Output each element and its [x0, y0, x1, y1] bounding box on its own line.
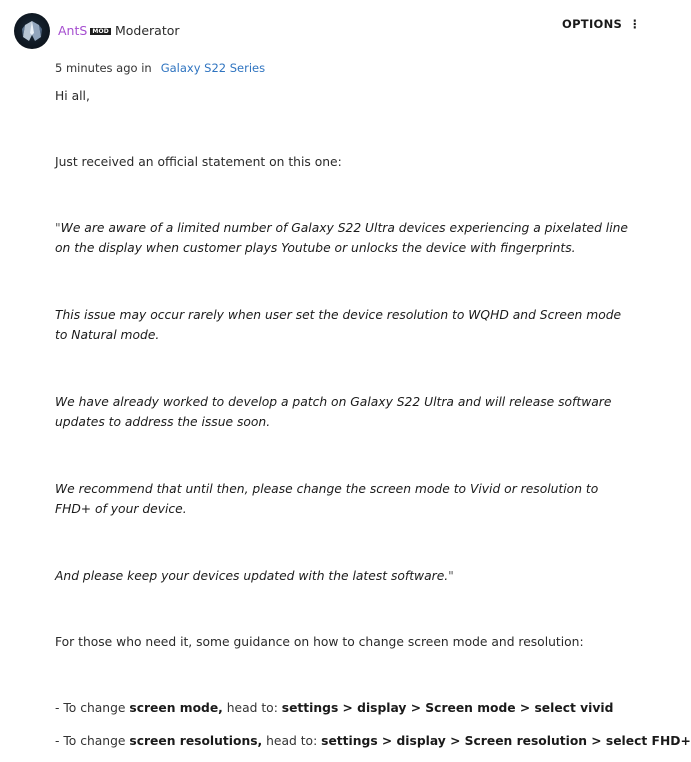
author-role: Moderator: [114, 23, 180, 38]
step2-path: settings > display > Screen resolution > select FHD+: [321, 734, 691, 748]
board-link[interactable]: Galaxy S22 Series: [160, 61, 266, 75]
quote-paragraph-1: [55, 218, 630, 258]
step1-path: settings > display > Screen mode > select vivid: [281, 701, 614, 715]
step2-prefix: - To change: [55, 734, 130, 748]
avatar-image: [14, 13, 50, 49]
quote-text-1: We are aware of a limited number of Galaxy S22 Ultra devices experiencing a pixelated line on the display when customer plays Youtube or unlocks the device with fingerprints.: [55, 221, 628, 255]
quote-paragraph-3: We have already worked to develop a patch on Galaxy S22 Ultra and will release software updates to address the issue soon.: [55, 395, 612, 429]
options-label: OPTIONS: [562, 17, 623, 31]
options-button[interactable]: [562, 17, 641, 31]
guidance-intro: For those who need it, some guidance on how to change screen mode and resolution:: [55, 635, 584, 649]
step1-prefix: - To change: [55, 701, 130, 715]
more-vertical-icon: ⋮: [629, 17, 641, 31]
avatar[interactable]: [14, 13, 50, 49]
intro-text: Just received an official statement on this one:: [55, 155, 342, 169]
post-meta: [55, 61, 265, 75]
guidance-step-screen-mode: [55, 698, 630, 718]
quote-paragraph-2: This issue may occur rarely when user set the device resolution to WQHD and Screen mode to Natural mode.: [55, 308, 622, 342]
quote-open-mark: ": [55, 221, 61, 235]
mod-badge: MOD: [92, 28, 109, 35]
author-line: [58, 23, 180, 39]
step1-target: screen mode,: [129, 701, 223, 715]
step1-mid: head to:: [222, 701, 282, 715]
quote-text-5: And please keep your devices updated with the latest software.: [55, 569, 449, 583]
step2-mid: head to:: [262, 734, 322, 748]
quote-paragraph-5: [55, 566, 630, 586]
step2-target: screen resolutions,: [129, 734, 263, 748]
quote-close-mark: ": [448, 569, 454, 583]
author-name[interactable]: AntS: [58, 23, 88, 38]
guidance-step-resolution: [55, 731, 691, 751]
post-time: 5 minutes ago in: [55, 61, 152, 75]
greeting: Hi all,: [55, 89, 90, 103]
quote-paragraph-4: We recommend that until then, please change the screen mode to Vivid or resolution to FHD+ of your device.: [55, 482, 599, 516]
